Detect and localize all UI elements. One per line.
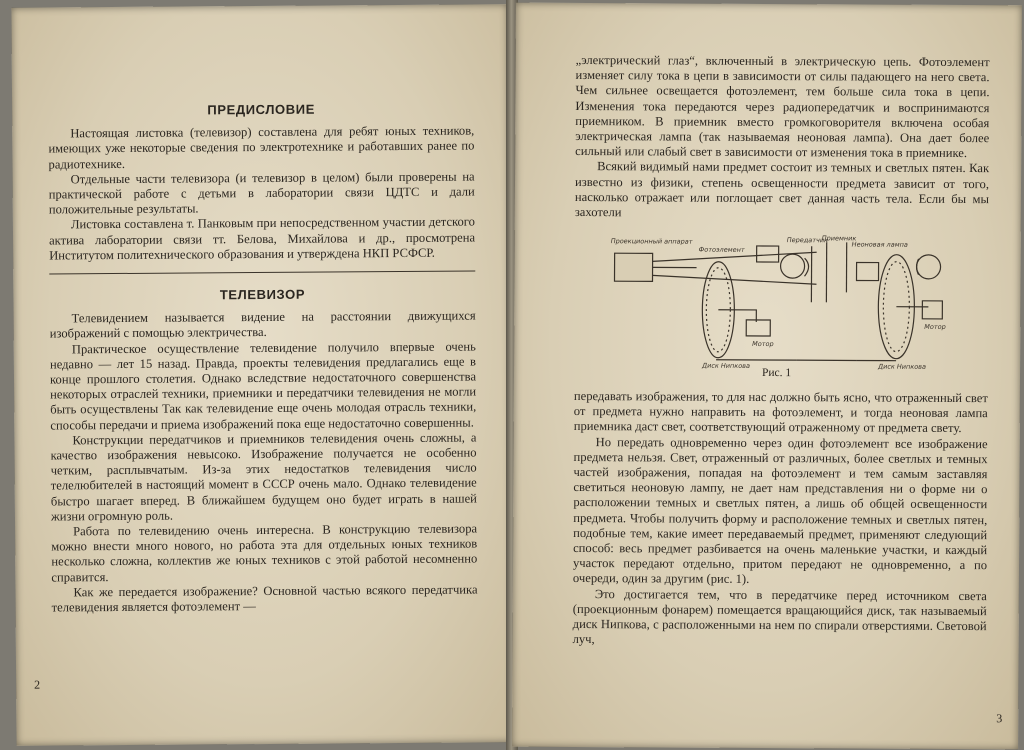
label-disk-left: Диск Нипкова: [702, 361, 751, 370]
body-paragraph: Конструкции передатчиков и приемников телевидения очень сложны, а качество изображения невысоко. Изображение получается не особенно четким, расплывчатым. Из-за этих недостатков телевидения число телелюбителей в настоящий момент в СССР очень мало. Однако телевидение быстро шагает вперед. В ближайшем будущем оно будет играть в нашей жизни огромную роль.: [50, 430, 477, 524]
right-page: [512, 3, 1022, 750]
body-paragraph: Практическое осуществление телевидение получило впервые очень недавно — лет 15 назад. Правда, проекты телевидения предлагались еще в конце прошлого столетия. Однако вследствие недостаточного совершенства некоторых отраслей техники, приемники и передатчики телевидения не могли быть осуществлены Так как телевидение еще очень молодая отрасль техники, способы передачи и приема изображений пока еще недостаточно совершенны.: [49, 339, 477, 433]
television-diagram: [606, 231, 967, 373]
body-paragraph: Как же передается изображение? Основной частью всякого передатчика телевидения является фотоэлемент —: [51, 582, 478, 615]
label-disk-right: Диск Нипкова: [878, 362, 927, 371]
preface-paragraph: Настоящая листовка (телевизор) составлена для ребят юных техников, имеющих уже некоторые сведения по электротехнике и работавших ранее по радиотехнике.: [48, 123, 475, 172]
preface-paragraph: Отдельные части телевизора (и телевизор в целом) были проверены на практической работе с детьми в лаборатории связи ЦДТС и дали положительные результаты.: [48, 169, 475, 217]
preface-paragraph: Листовка составлена т. Панковым при непосредственном участии детского актива лаборатории связи тт. Белова, Михайлова и др., просмотрена Институтом политехнического образования и утверждена НКП РСФСР.: [49, 214, 476, 263]
label-projector: Проекционный аппарат: [610, 237, 693, 246]
body-paragraph: Но передать одновременно через один фотоэлемент все изображение предмета нельзя. Свет, отраженный от различных, более светлых и темных частей изображения, попадая на фотоэлемент и тем самым заставляя светиться неоновую лампу, не дает нам представления ни о форме ни о расположении темных и светлых пятен, а лишь об общей освещенности предмета. Чтобы получить форму и расположение темных и светлых пятен, подобные тем, какие имеет передаваемый предмет, применяют следующий способ: весь предмет разбивается на очень маленькие участки, и каждый участок передают отдельно, притом передают не одновременно, а по очереди, один за другим (рис. 1).: [572, 434, 988, 587]
body-paragraph: Телевидением называется видение на расстоянии движущихся изображений с помощью электричества.: [49, 308, 476, 341]
label-motor-right: Мотор: [924, 322, 946, 331]
body-paragraph: Это достигается тем, что в передатчике перед источником света (проекционным фонарем) помещается вращающийся диск, так называемый диск Нипкова, с расположенными на нем по спирали отверстиями. Световой луч,: [572, 586, 987, 647]
preface-block: [48, 101, 478, 616]
figure-caption: Рис. 1: [761, 366, 792, 380]
page-number: 2: [34, 677, 41, 692]
label-transmitter: Передатчик: [786, 236, 829, 245]
body-paragraph: Всякий видимый нами предмет состоит из темных и светлых пятен. Как известно из физики, степень освещенности предмета зависит от того, насколько отражает или поглощает свет данная часть тела. Если бы мы захотели: [574, 159, 990, 220]
section-heading: ТЕЛЕВИЗОР: [219, 286, 306, 303]
top-text-block: [575, 53, 990, 222]
section-divider: [49, 271, 475, 275]
label-receiver: Приемник: [821, 234, 857, 243]
label-motor-left: Мотор: [752, 339, 774, 349]
left-page: [11, 4, 512, 745]
label-photocell: Фотоэлемент: [698, 245, 745, 254]
page-number: 3: [996, 711, 1003, 726]
body-paragraph: „электрический глаз“, включенный в электрическую цепь. Фотоэлемент изменяет силу тока в цепи в зависимости от силы падающего на него света. Чем сильнее освещается фотоэлемент, тем больше сила тока в цепи. Изменения тока передаются через радиопередатчик и воспринимаются приемником. В приемник вместо громкоговорителя включена особая электрическая лампа (так называемая неоновая лампа). Она дает более сильный или слабый свет в зависимости от изменения тока в приемнике.: [575, 52, 990, 161]
body-paragraph: передавать изображения, то для нас должно быть ясно, что отраженный свет от предмета нужно направить на фотоэлемент, и тогда неоновая лампа приемника даст свет, соответствующий отраженному от предмета свету.: [573, 388, 988, 436]
label-neon-lamp: Неоновая лампа: [851, 240, 908, 249]
preface-heading: ПРЕДИСЛОВИЕ: [207, 101, 315, 118]
bottom-text-block: [573, 389, 988, 650]
body-paragraph: Работа по телевидению очень интересна. В конструкцию телевизора можно внести много нового, но работа эта для отдельных юных техников несколько сложна, коллектив же юных техников с этой работой несомненно справится.: [51, 521, 478, 585]
